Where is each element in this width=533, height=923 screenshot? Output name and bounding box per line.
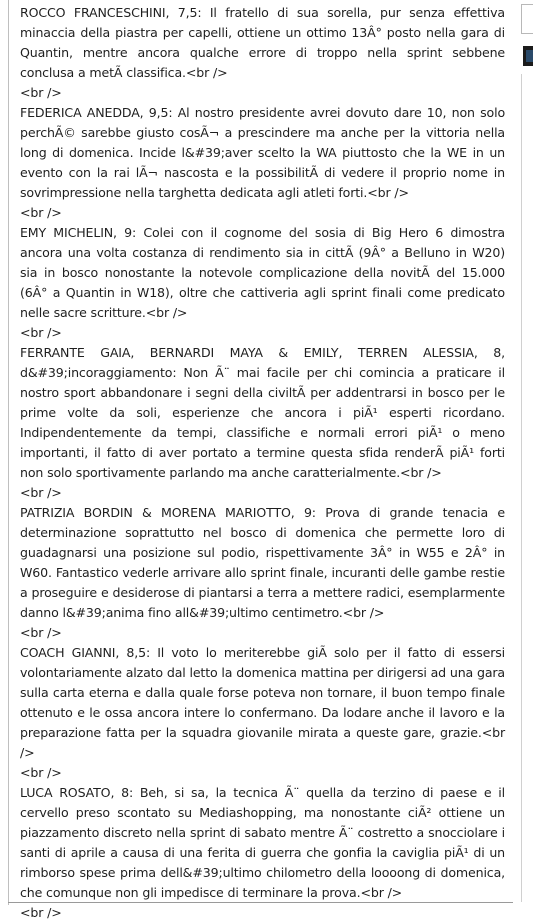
paragraph-bordin-mariotto: PATRIZIA BORDIN & MORENA MARIOTTO, 9: Prova di grande tenacia e determinazione soprattutto nel bosco di domenica che permette loro di guadagnarsi una posizione sul podio, rispettivamente 3Â° in W55 e 2Â° in W60. Fantastico vederle arrivare allo sprint finale, incuranti delle gambe restie a proseguire e desiderose di piantarsi a terra a mettere radici, esemplarmente danno l&#39;anima fino all&#39;ultimo centimetro.<br /> (20, 505, 505, 620)
article-body (20, 3, 505, 923)
line-break-tag: <br /> (20, 625, 62, 640)
sidebar-divider (521, 74, 522, 902)
line-break-tag: <br /> (20, 485, 62, 500)
paragraph-rocco-franceschini: ROCCO FRANCESCHINI, 7,5: Il fratello di sua sorella, pur senza effettiva minaccia della piastra per capelli, ottiene un ottimo 13Â° posto nella gara di Quantin, mentre ancora qualche errore di troppo nella sprint sebbene conclusa a metÃ classifica.<br /> (20, 5, 505, 80)
bottom-divider (8, 902, 513, 903)
sidebar-image-detail (526, 50, 533, 62)
line-break-tag: <br /> (20, 85, 62, 100)
paragraph-ferrante-bernardi-terren: FERRANTE GAIA, BERNARDI MAYA & EMILY, TERREN ALESSIA, 8, d&#39;incoraggiamento: Non Ã¨ mai facile per chi comincia a praticare il nostro sport abbandonare i segni della civiltÃ per addentrarsi in bosco per le prime volte da soli, esperienze che ancora i piÃ¹ esperti ricordano. Indipendentemente da tempi, classifiche e normali errori piÃ¹ o meno importanti, il fatto di aver portato a termine questa sfida renderÃ piÃ¹ forti non solo sportivamente parlando ma anche caratterialmente.<br /> (20, 345, 505, 480)
paragraph-federica-anedda: FEDERICA ANEDDA, 9,5: Al nostro presidente avrei dovuto dare 10, non solo perchÃ© sarebbe giusto cosÃ¬ a prescindere ma anche per la vittoria nella long di domenica. Incide l&#39;aver scelto la WA piuttosto che la WE in un evento con la rai lÃ¬ nascosta e la possibilitÃ di vedere il proprio nome in sovrimpressione nella targhetta dedicata agli atleti forti.<br /> (20, 105, 505, 200)
left-divider (8, 0, 9, 905)
right-sidebar (516, 0, 533, 905)
paragraph-coach-gianni: COACH GIANNI, 8,5: Il voto lo meriterebbe giÃ solo per il fatto di essersi volontariamente alzato dal letto la domenica mattina per dirigersi ad una gara sulla carta eterna e dalla quale forse poteva non tornare, il buon tempo finale ottenuto e le ossa ancora intere lo confermano. Da lodare anche il lavoro e la preparazione fatta per la squadra giovanile mirata a queste gare, grazie.<br /> (20, 645, 505, 760)
paragraph-emy-michelin: EMY MICHELIN, 9: Colei con il cognome del sosia di Big Hero 6 dimostra ancora una volta costanza di rendimento sia in cittÃ (9Â° a Belluno in W20) sia in bosco nonostante la notevole complicazione della novitÃ del 15.000 (6Â° a Quantin in W18), oltre che cattiveria agli sprint finali come predicato nelle sacre scritture.<br /> (20, 225, 505, 320)
line-break-tag: <br /> (20, 905, 62, 920)
line-break-tag: <br /> (20, 765, 62, 780)
line-break-tag: <br /> (20, 205, 62, 220)
paragraph-luca-rosato: LUCA ROSATO, 8: Beh, si sa, la tecnica Ã¨ quella da terzino di paese e il cervello preso scontato su Mediashopping, ma nonostante ciÃ² ottiene un piazzamento discreto nella sprint di sabato mentre Ã¨ costretto a snocciolare i santi di aprile a causa di una ferita di guerra che gonfia la caviglia piÃ¹ di un rimborso spese prima dell&#39;ultimo chilometro della loooong di domenica, che comunque non gli impedisce di terminare la prova.<br /> (20, 785, 505, 900)
sidebar-widget[interactable] (521, 4, 533, 34)
line-break-tag: <br /> (20, 325, 62, 340)
